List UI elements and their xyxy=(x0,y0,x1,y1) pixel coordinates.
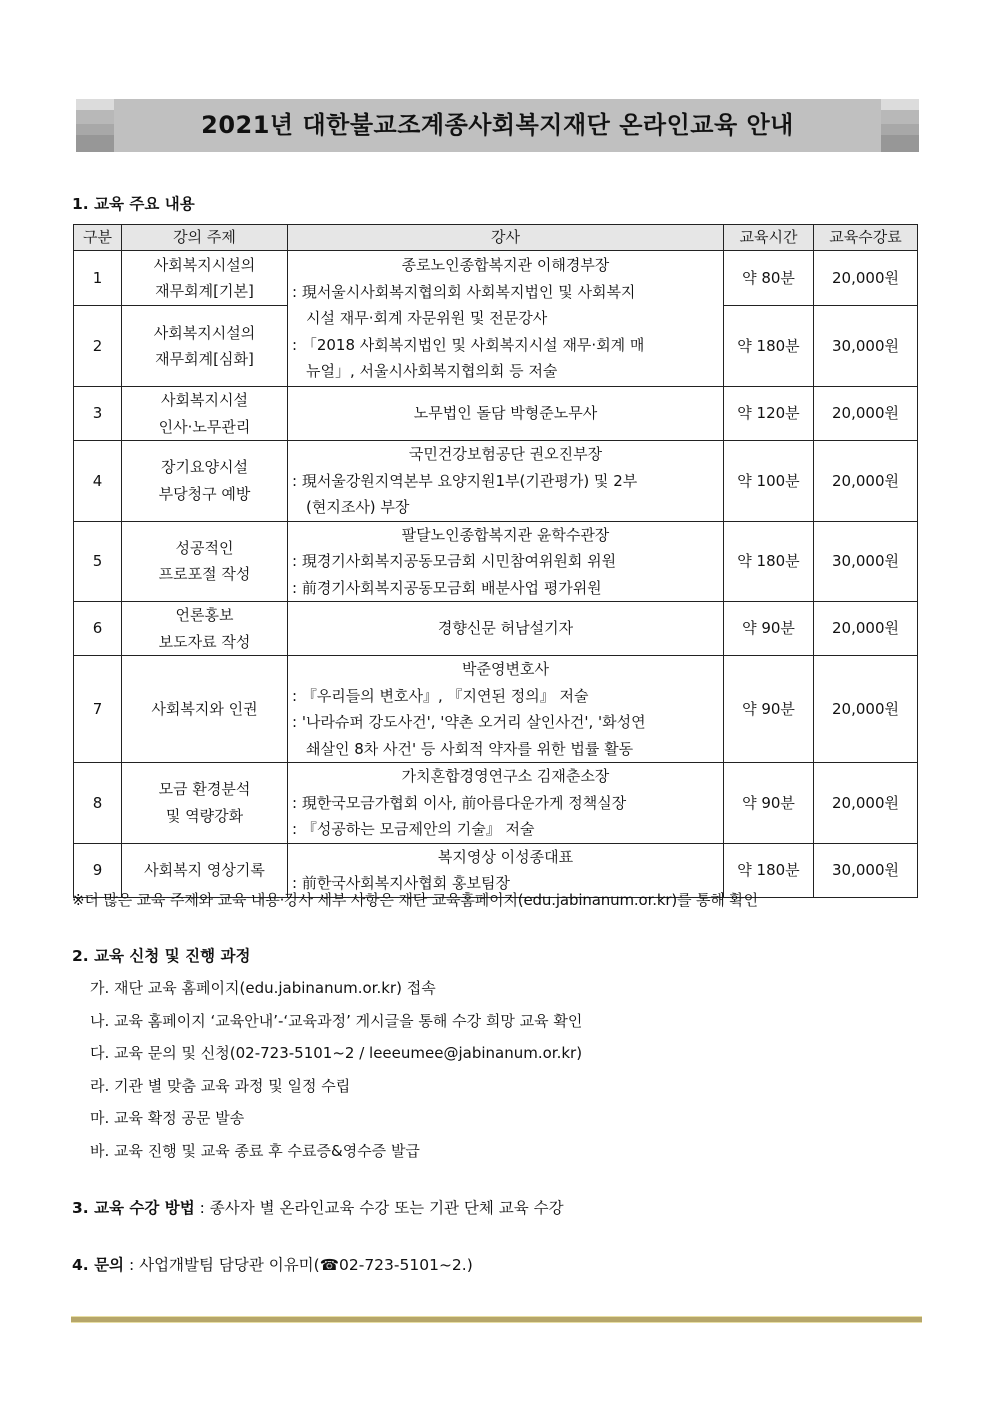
process-step: 가. 재단 교육 홈페이지(edu.jabinanum.or.kr) 접속 xyxy=(90,979,436,997)
row-lecturer xyxy=(288,602,724,656)
row-time: 약 180분 xyxy=(724,521,814,602)
lecturer-detail: : 『성공하는 모금제안의 기술』 저술 xyxy=(292,820,535,838)
topic-line: 재무회계[심화] xyxy=(155,350,254,368)
row-no: 9 xyxy=(74,843,122,897)
row-topic xyxy=(122,763,288,844)
table-row xyxy=(74,521,918,602)
header-time: 교육시간 xyxy=(724,225,814,251)
lecturer-detail: 쇄살인 8차 사건' 등 사회적 약자를 위한 법률 활동 xyxy=(306,739,634,758)
table-header-row xyxy=(74,225,918,251)
title-banner-left-cap xyxy=(76,99,114,152)
row-fee: 30,000원 xyxy=(814,306,918,387)
title-banner-right-cap xyxy=(881,99,919,152)
section-3-text: : 종사자 별 온라인교육 수강 또는 기관 단체 교육 수강 xyxy=(194,1199,564,1217)
row-no: 7 xyxy=(74,656,122,763)
row-topic xyxy=(122,441,288,522)
topic-line: 성공적인 xyxy=(175,538,234,557)
lecturer-name: 국민건강보험공단 권오진부장 xyxy=(408,445,603,463)
table-row xyxy=(74,763,918,844)
topic-line: 및 역량강화 xyxy=(165,806,244,825)
row-topic xyxy=(122,521,288,602)
table-footnote: ※더 많은 교육 주제와 교육 내용·강사 세부 사항은 재단 교육홈페이지(edu.jabinanum.or.kr)를 통해 확인 xyxy=(72,891,759,909)
lecturer-detail: : 前한국사회복지사협회 홍보팀장 xyxy=(292,874,510,892)
lecturer-detail: (현지조사) 부장 xyxy=(306,498,410,516)
row-fee: 20,000원 xyxy=(814,441,918,522)
row-time: 약 90분 xyxy=(724,602,814,656)
topic-line: 보도자료 작성 xyxy=(158,632,251,651)
lecturer-name: 복지영상 이성종대표 xyxy=(437,847,574,866)
row-time: 약 180분 xyxy=(724,843,814,897)
process-step: 마. 교육 확정 공문 발송 xyxy=(90,1109,245,1128)
topic-line: 사회복지시설의 xyxy=(153,323,256,342)
topic-line: 재무회계[기본] xyxy=(155,282,254,300)
section-3 xyxy=(72,1196,564,1218)
row-no: 4 xyxy=(74,441,122,522)
lecturer-detail: : 『우리들의 변호사』, 『지연된 정의』 저술 xyxy=(292,686,589,705)
process-steps xyxy=(90,974,582,1170)
process-step: 바. 교육 진행 및 교육 종료 후 수료증&영수증 발급 xyxy=(90,1141,420,1160)
row-time: 약 180분 xyxy=(724,306,814,387)
row-lecturer xyxy=(288,387,724,441)
row-lecturer xyxy=(288,521,724,602)
lecturer-name: 박준영변호사 xyxy=(462,660,549,678)
row-topic xyxy=(122,656,288,763)
row-topic xyxy=(122,602,288,656)
lecturer-detail: : 前경기사회복지공동모금회 배분사업 평가위원 xyxy=(292,578,602,597)
row-fee: 20,000원 xyxy=(814,656,918,763)
row-lecturer xyxy=(288,251,724,387)
row-fee: 30,000원 xyxy=(814,843,918,897)
topic-line: 사회복지와 인권 xyxy=(151,699,258,718)
lecturer-detail: : 現서울강원지역본부 요양지원1부(기관평가) 및 2부 xyxy=(292,471,638,490)
section-2-heading: 2. 교육 신청 및 진행 과정 xyxy=(72,947,251,965)
table-row xyxy=(74,602,918,656)
lecturer-detail: : 現한국모금가협회 이사, 前아름다운가게 정책실장 xyxy=(292,793,627,812)
topic-line: 사회복지 영상기록 xyxy=(144,860,265,879)
table-row xyxy=(74,251,918,306)
header-lecturer: 강사 xyxy=(288,225,724,251)
lecturer-name: 종로노인종합복지관 이해경부장 xyxy=(401,256,610,275)
row-no: 6 xyxy=(74,602,122,656)
lecturer-name: 경향신문 허남설기자 xyxy=(437,619,574,638)
table-row xyxy=(74,656,918,763)
row-time: 약 80분 xyxy=(724,251,814,306)
row-no: 8 xyxy=(74,763,122,844)
header-topic: 강의 주제 xyxy=(122,225,288,251)
section-4-text: : 사업개발팀 담당관 이유미(☎02-723-5101~2.) xyxy=(124,1256,473,1274)
section-4-heading: 4. 문의 xyxy=(72,1256,125,1274)
row-lecturer xyxy=(288,763,724,844)
table-row xyxy=(74,441,918,522)
row-fee: 30,000원 xyxy=(814,521,918,602)
topic-line: 사회복지시설 xyxy=(161,391,248,409)
lecturer-name: 가치혼합경영연구소 김재춘소장 xyxy=(401,767,610,785)
title-banner xyxy=(76,99,919,152)
lecturer-detail: 뉴얼」, 서울시사회복지협의회 등 저술 xyxy=(306,362,558,381)
row-no: 2 xyxy=(74,306,122,387)
topic-line: 사회복지시설의 xyxy=(153,255,256,274)
topic-line: 모금 환경분석 xyxy=(158,780,251,799)
process-step: 라. 기관 별 맞춤 교육 과정 및 일정 수립 xyxy=(90,1076,351,1095)
row-topic xyxy=(122,306,288,387)
topic-line: 인사·노무관리 xyxy=(158,417,251,436)
row-fee: 20,000원 xyxy=(814,602,918,656)
lecturer-detail: : 現경기사회복지공동모금회 시민참여위원회 위원 xyxy=(292,552,617,570)
lecturer-detail: : 現서울시사회복지협의회 사회복지법인 및 사회복지 xyxy=(292,282,636,301)
row-topic xyxy=(122,387,288,441)
row-lecturer xyxy=(288,656,724,763)
row-fee: 20,000원 xyxy=(814,763,918,844)
process-step: 나. 교육 홈페이지 ‘교육안내’-‘교육과정’ 게시글을 통해 수강 희망 교육 확인 xyxy=(90,1011,583,1030)
row-no: 5 xyxy=(74,521,122,602)
row-no: 3 xyxy=(74,387,122,441)
topic-line: 부당청구 예방 xyxy=(158,484,251,503)
topic-line: 언론홍보 xyxy=(175,606,234,624)
lecturer-detail: : '나라슈퍼 강도사건', '약촌 오거리 살인사건', '화성연 xyxy=(292,713,646,731)
row-fee: 20,000원 xyxy=(814,387,918,441)
row-no: 1 xyxy=(74,251,122,306)
row-topic xyxy=(122,251,288,306)
lecturer-detail: 시설 재무·회계 자문위원 및 전문강사 xyxy=(306,309,548,328)
header-no: 구분 xyxy=(74,225,122,251)
section-1-heading: 1. 교육 주요 내용 xyxy=(72,195,195,213)
row-time: 약 90분 xyxy=(724,763,814,844)
section-4 xyxy=(72,1253,473,1275)
lecturer-name: 노무법인 돌담 박형준노무사 xyxy=(413,404,598,423)
page-title: 2021년 대한불교조계종사회복지재단 온라인교육 안내 xyxy=(201,111,794,139)
course-table xyxy=(73,224,918,898)
footer-divider xyxy=(71,1316,922,1323)
section-3-heading: 3. 교육 수강 방법 xyxy=(72,1199,195,1217)
row-lecturer xyxy=(288,441,724,522)
header-fee: 교육수강료 xyxy=(814,225,918,251)
process-step: 다. 교육 문의 및 신청(02-723-5101~2 / leeeumee@jabinanum.or.kr) xyxy=(90,1044,583,1063)
row-time: 약 90분 xyxy=(724,656,814,763)
row-fee: 20,000원 xyxy=(814,251,918,306)
lecturer-detail: : 「2018 사회복지법인 및 사회복지시설 재무·회계 매 xyxy=(292,335,645,354)
table-row xyxy=(74,387,918,441)
topic-line: 장기요양시설 xyxy=(161,458,248,477)
lecturer-name: 팔달노인종합복지관 윤학수관장 xyxy=(401,525,610,544)
row-time: 약 120분 xyxy=(724,387,814,441)
topic-line: 프로포절 작성 xyxy=(158,565,251,584)
row-time: 약 100분 xyxy=(724,441,814,522)
